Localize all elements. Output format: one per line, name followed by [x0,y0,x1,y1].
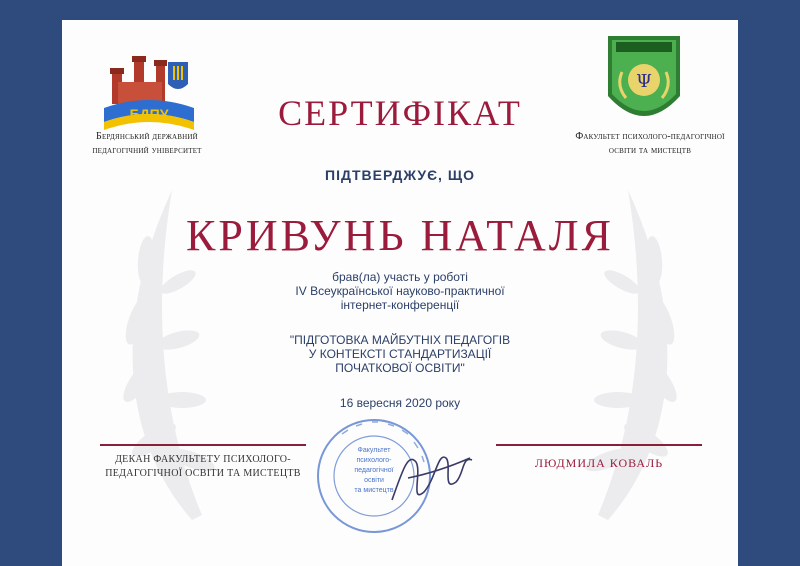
stamp-line: психолого- [356,457,392,464]
left-institution-caption [72,130,222,158]
right-institution-caption [562,130,738,158]
stamp-line: освіти [364,477,384,484]
certificate-date: 16 вересня 2020 року [339,396,461,410]
left-caption-line: Бердянський державний [96,131,198,142]
conference-title-line: ПОЧАТКОВОЇ ОСВІТИ" [335,361,465,375]
dean-title-line: ДЕКАН ФАКУЛЬТЕТУ ПСИХОЛОГО- [115,454,291,465]
official-stamp [312,412,482,538]
signatory-name: ЛЮДМИЛА КОВАЛЬ [534,456,664,470]
dean-title [100,453,306,481]
signature-line-right [496,444,702,446]
certificate-title: СЕРТИФІКАТ [278,93,522,133]
conference-title-line: У КОНТЕКСТІ СТАНДАРТИЗАЦІЇ [308,347,492,361]
handwritten-signature [392,457,472,500]
dean-title-line: ПЕДАГОГІЧНОЇ ОСВІТИ ТА МИСТЕЦТВ [105,468,301,479]
stamp-line: педагогічної [354,467,394,474]
right-caption-line: освіти та мистецтв [608,145,692,156]
left-caption-line: педагогічний університет [92,145,202,156]
conference-title-line: "ПІДГОТОВКА МАЙБУТНІХ ПЕДАГОГІВ [289,333,511,347]
participation-text [62,270,738,312]
participation-line: IV Всеукраїнської науково-практичної [295,284,505,298]
bdpu-logo-text: БДПУ [129,106,169,122]
participation-line: брав(ла) участь у роботі [332,270,468,284]
confirms-label: ПІДТВЕРДЖУЄ, ЩО [325,167,475,183]
stamp-line: Факультет [357,447,391,454]
certificate-page [62,20,738,566]
participation-line: інтернет-конференції [340,298,460,312]
stamp-line: та мистецтв [354,487,394,494]
signature-line-left [100,444,306,446]
svg-text:Ψ: Ψ [636,71,652,92]
recipient-name: КРИВУНЬ НАТАЛЯ [186,211,614,260]
conference-title [62,333,738,375]
right-caption-line: Факультет психолого-педагогічної [575,131,725,142]
